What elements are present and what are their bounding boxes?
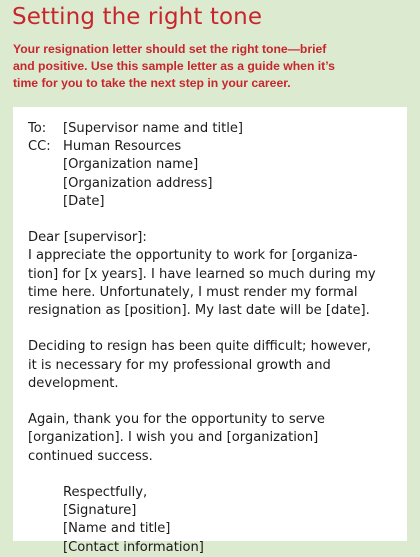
signature-line: [Name and title]: [63, 521, 171, 537]
cc-line: [Date]: [63, 193, 105, 209]
intro-text: [13, 41, 413, 92]
paragraph-3-line: [organization]. I wish you and [organization]: [28, 430, 319, 446]
letter-body: [28, 120, 376, 557]
intro-line: and positive. Use this sample letter as a guide when it’s: [13, 59, 335, 73]
sample-letter: [13, 107, 407, 555]
spacer: [28, 466, 376, 484]
paragraph-1-line: resignation as [position]. My last date will be [date].: [28, 303, 370, 319]
to-label: To:: [28, 121, 47, 136]
cc-line: [Organization name]: [63, 157, 199, 173]
cc-label: CC:: [28, 139, 51, 155]
intro-line: Your resignation letter should set the right tone—brief: [13, 42, 327, 56]
paragraph-3-line: Again, thank you for the opportunity to serve: [28, 412, 325, 428]
signature-line: [Contact information]: [63, 539, 204, 555]
salutation: Dear [supervisor]:: [28, 230, 147, 246]
paragraph-1-line: time here. Unfortunately, I must render my formal: [28, 284, 358, 300]
paragraph-2-line: Deciding to resign has been quite difficult; however,: [28, 339, 372, 355]
page-title: Setting the right tone: [12, 4, 263, 30]
spacer: [28, 320, 376, 338]
paragraph-3-line: continued success.: [28, 448, 153, 464]
intro-line: time for you to take the next step in your career.: [13, 76, 291, 90]
to-row: [28, 120, 376, 138]
to-value: [Supervisor name and title]: [63, 121, 244, 136]
signature-line: [Signature]: [63, 503, 137, 519]
spacer: [28, 393, 376, 411]
paragraph-1-line: tion] for [x years]. I have learned so much during my: [28, 266, 376, 282]
cc-line: Human Resources: [63, 139, 182, 155]
cc-row: [28, 138, 376, 156]
closing: Respectfully,: [63, 485, 148, 500]
paragraph-2-line: it is necessary for my professional growth and: [28, 357, 331, 373]
spacer: [28, 211, 376, 229]
cc-line: [Organization address]: [63, 175, 213, 191]
paragraph-1-line: I appreciate the opportunity to work for [organiza-: [28, 248, 358, 264]
paragraph-2-line: development.: [28, 375, 119, 391]
